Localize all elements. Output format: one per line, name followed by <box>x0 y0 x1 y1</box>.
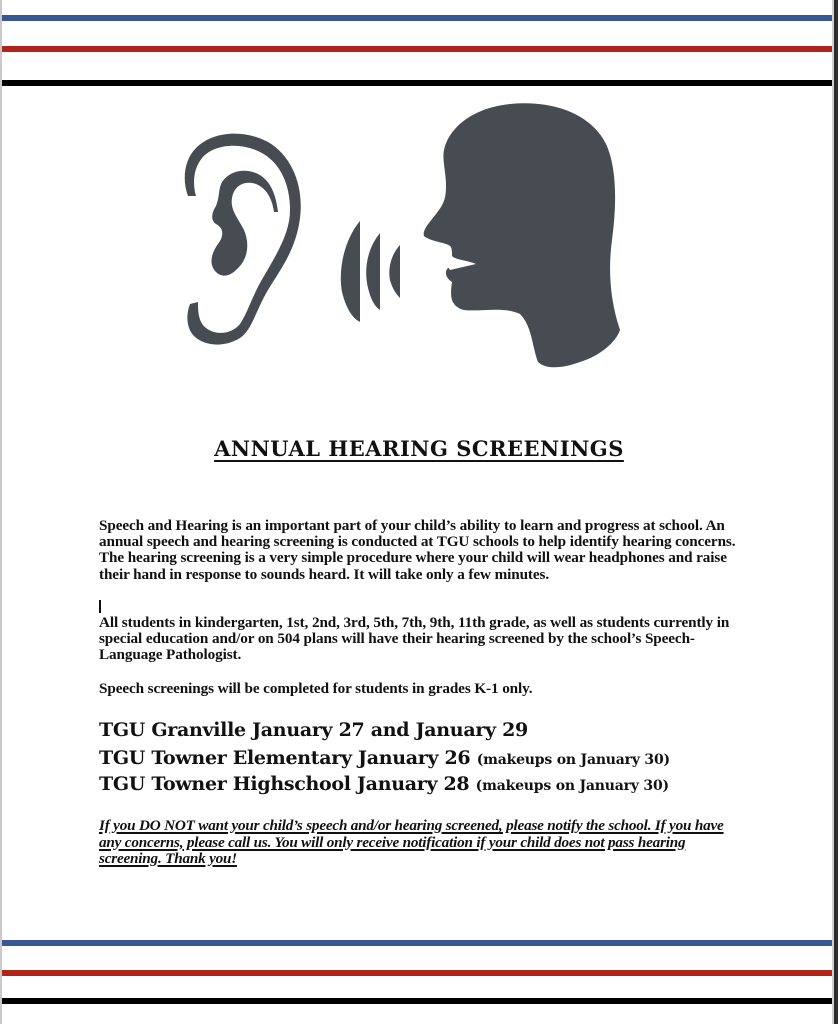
schedule-makeup-note: (makeups on January 30) <box>475 778 669 794</box>
speaking-head-icon <box>424 103 620 367</box>
bottom-red-rule <box>2 970 832 976</box>
intro-paragraph: Speech and Hearing is an important part of your child’s ability to learn and progress at school. An annual speech and hearing screening is conducted at TGU schools to help identify hearing concerns. The hearing screening is a very simple procedure where your child will wear headphones and raise their hand in response to sounds heard. It will take only a few minutes. <box>99 517 736 583</box>
ear-icon <box>185 134 301 345</box>
page-edge-left <box>0 0 2 1024</box>
top-red-rule <box>2 46 832 52</box>
page-edge-right <box>834 0 838 1024</box>
bottom-blue-rule <box>2 940 832 946</box>
eligibility-paragraph: All students in kindergarten, 1st, 2nd, 3rd, 5th, 7th, 9th, 11th grade, as well as students currently in special education and/or on 504 plans will have their hearing screened by the school’s Speech-Language Pathologist. <box>99 614 730 664</box>
schedule-school: TGU Towner Highschool January 28 <box>99 773 470 795</box>
schedule-line-towner-elementary <box>99 745 799 773</box>
text-cursor <box>99 600 101 613</box>
schedule-makeup-note: (makeups on January 30) <box>476 752 670 768</box>
schedule-line-towner-highschool <box>99 771 799 799</box>
schedule-school: TGU Granville January 27 and January 29 <box>99 719 528 741</box>
top-black-rule <box>2 80 832 86</box>
page-title <box>0 436 838 461</box>
schedule-line-granville <box>99 717 799 743</box>
schedule-school: TGU Towner Elementary January 26 <box>99 747 471 769</box>
bottom-black-rule <box>2 998 832 1004</box>
opt-out-notice: If you DO NOT want your child’s speech and/or hearing screened, please notify the school. If you have any concerns, please call us. You will only receive notification if your child does not pass hearing screening. Thank you! <box>99 817 724 867</box>
sound-waves-icon <box>341 221 400 322</box>
top-blue-rule <box>2 15 832 21</box>
speech-screening-paragraph: Speech screenings will be completed for students in grades K-1 only. <box>99 680 533 697</box>
hearing-speech-illustration <box>180 100 640 380</box>
page-title-text: ANNUAL HEARING SCREENINGS <box>214 436 624 461</box>
